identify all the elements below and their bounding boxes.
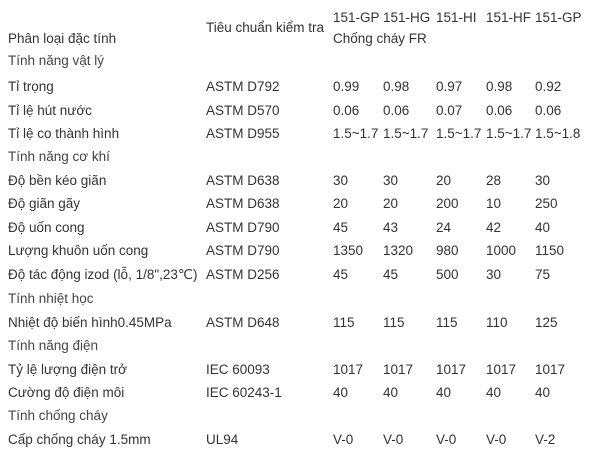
row-value: 30 (333, 173, 349, 188)
section-mechanical: Tính năng cơ khí (8, 149, 110, 164)
section-electrical: Tính năng điện (8, 338, 99, 353)
row-value: 500 (436, 267, 459, 282)
row-value: 40 (535, 220, 551, 235)
row-value: 0.06 (535, 103, 562, 118)
row-label: Tỉ trọng (8, 79, 54, 94)
row-value: V-0 (486, 432, 507, 447)
row-standard: ASTM D790 (206, 243, 280, 258)
row-label: Độ bền kéo giãn (8, 173, 107, 188)
row-value: 20 (436, 173, 452, 188)
row-value: 40 (383, 385, 399, 400)
row-value: 0.06 (333, 103, 360, 118)
row-label: Nhiệt độ biến hình0.45MPa (8, 315, 172, 330)
row-value: 40 (535, 385, 551, 400)
row-value: 115 (333, 315, 355, 330)
row-value: 1.5~1.8 (535, 126, 581, 141)
row-value: 1.5~1.7 (383, 126, 429, 141)
row-value: 0.07 (436, 103, 463, 118)
row-value: 42 (486, 220, 502, 235)
row-value: 1350 (333, 243, 364, 258)
row-value: 45 (383, 267, 399, 282)
row-value: 1150 (535, 243, 565, 258)
row-value: 1.5~1.7 (486, 126, 532, 141)
row-value: V-0 (333, 432, 354, 447)
row-value: 1017 (486, 362, 517, 377)
row-label: Cấp chống cháy 1.5mm (8, 432, 151, 447)
row-value: 1000 (486, 243, 517, 258)
row-value: 75 (535, 267, 551, 282)
row-value: 125 (535, 315, 558, 330)
row-standard: ASTM D256 (206, 267, 280, 282)
row-value: 0.98 (486, 79, 513, 94)
row-value: V-0 (436, 432, 457, 447)
grade-header-1: 151-GP (333, 10, 380, 25)
row-label: Tỉ lệ hút nước (8, 103, 92, 118)
row-value: 1.5~1.7 (436, 126, 482, 141)
grade-header-2: 151-HG (383, 10, 431, 25)
row-standard: ASTM D955 (206, 126, 280, 141)
row-standard: IEC 60243-1 (206, 385, 282, 400)
row-standard: ASTM D648 (206, 315, 280, 330)
row-value: 40 (333, 385, 349, 400)
row-standard: IEC 60093 (206, 362, 270, 377)
row-value: 10 (486, 196, 502, 211)
grades-subtitle: Chống cháy FR (333, 31, 427, 46)
row-value: 40 (436, 385, 452, 400)
row-value: 1017 (436, 362, 467, 377)
row-standard: UL94 (206, 432, 239, 447)
row-value: V-2 (535, 432, 556, 447)
row-label: Lượng khuôn uốn cong (8, 243, 149, 258)
row-standard: ASTM D638 (206, 196, 280, 211)
row-standard: ASTM D792 (206, 79, 280, 94)
grade-header-5: 151-GP (535, 10, 582, 25)
row-value: 30 (383, 173, 399, 188)
row-standard: ASTM D638 (206, 173, 280, 188)
row-value: 0.06 (486, 103, 513, 118)
row-value: 1017 (333, 362, 364, 377)
row-value: 250 (535, 196, 558, 211)
row-value: 1320 (383, 243, 414, 258)
row-label: Tỉ lệ co thành hình (8, 126, 120, 141)
grade-header-3: 151-HI (436, 10, 477, 25)
row-value: 45 (333, 220, 349, 235)
row-label: Độ giãn gãy (8, 196, 81, 211)
row-standard: ASTM D790 (206, 220, 280, 235)
row-label: Cường độ điện môi (8, 385, 125, 400)
row-value: 0.97 (436, 79, 463, 94)
row-value: 20 (383, 196, 399, 211)
row-value: 110 (486, 315, 508, 330)
row-value: 45 (333, 267, 349, 282)
section-thermal: Tính nhiệt học (8, 291, 94, 306)
row-value: 115 (436, 315, 458, 330)
row-label: Độ tác động izod (lỗ, 1/8",23℃) (8, 267, 198, 282)
row-label: Độ uốn cong (8, 220, 85, 235)
row-value: 0.06 (383, 103, 410, 118)
row-value: 43 (383, 220, 399, 235)
row-value: 200 (436, 196, 459, 211)
row-value: V-0 (383, 432, 404, 447)
row-value: 0.92 (535, 79, 562, 94)
row-value: 24 (436, 220, 452, 235)
row-standard: ASTM D570 (206, 103, 280, 118)
row-value: 40 (486, 385, 502, 400)
section-physical: Tính năng vật lý (8, 53, 105, 68)
row-value: 30 (535, 173, 551, 188)
row-value: 0.98 (383, 79, 410, 94)
section-flammability: Tính chống cháy (8, 408, 108, 423)
row-value: 980 (436, 243, 459, 258)
row-value: 1017 (383, 362, 414, 377)
property-column-header: Phân loại đặc tính (8, 31, 117, 46)
grade-header-4: 151-HF (486, 10, 532, 25)
row-value: 1.5~1.7 (333, 126, 379, 141)
row-label: Tỷ lệ lượng điện trở (8, 362, 128, 377)
standard-column-header: Tiêu chuẩn kiểm tra (206, 20, 325, 35)
row-value: 20 (333, 196, 349, 211)
row-value: 1017 (535, 362, 566, 377)
row-value: 30 (486, 267, 502, 282)
row-value: 28 (486, 173, 502, 188)
row-value: 115 (383, 315, 405, 330)
row-value: 0.99 (333, 79, 360, 94)
